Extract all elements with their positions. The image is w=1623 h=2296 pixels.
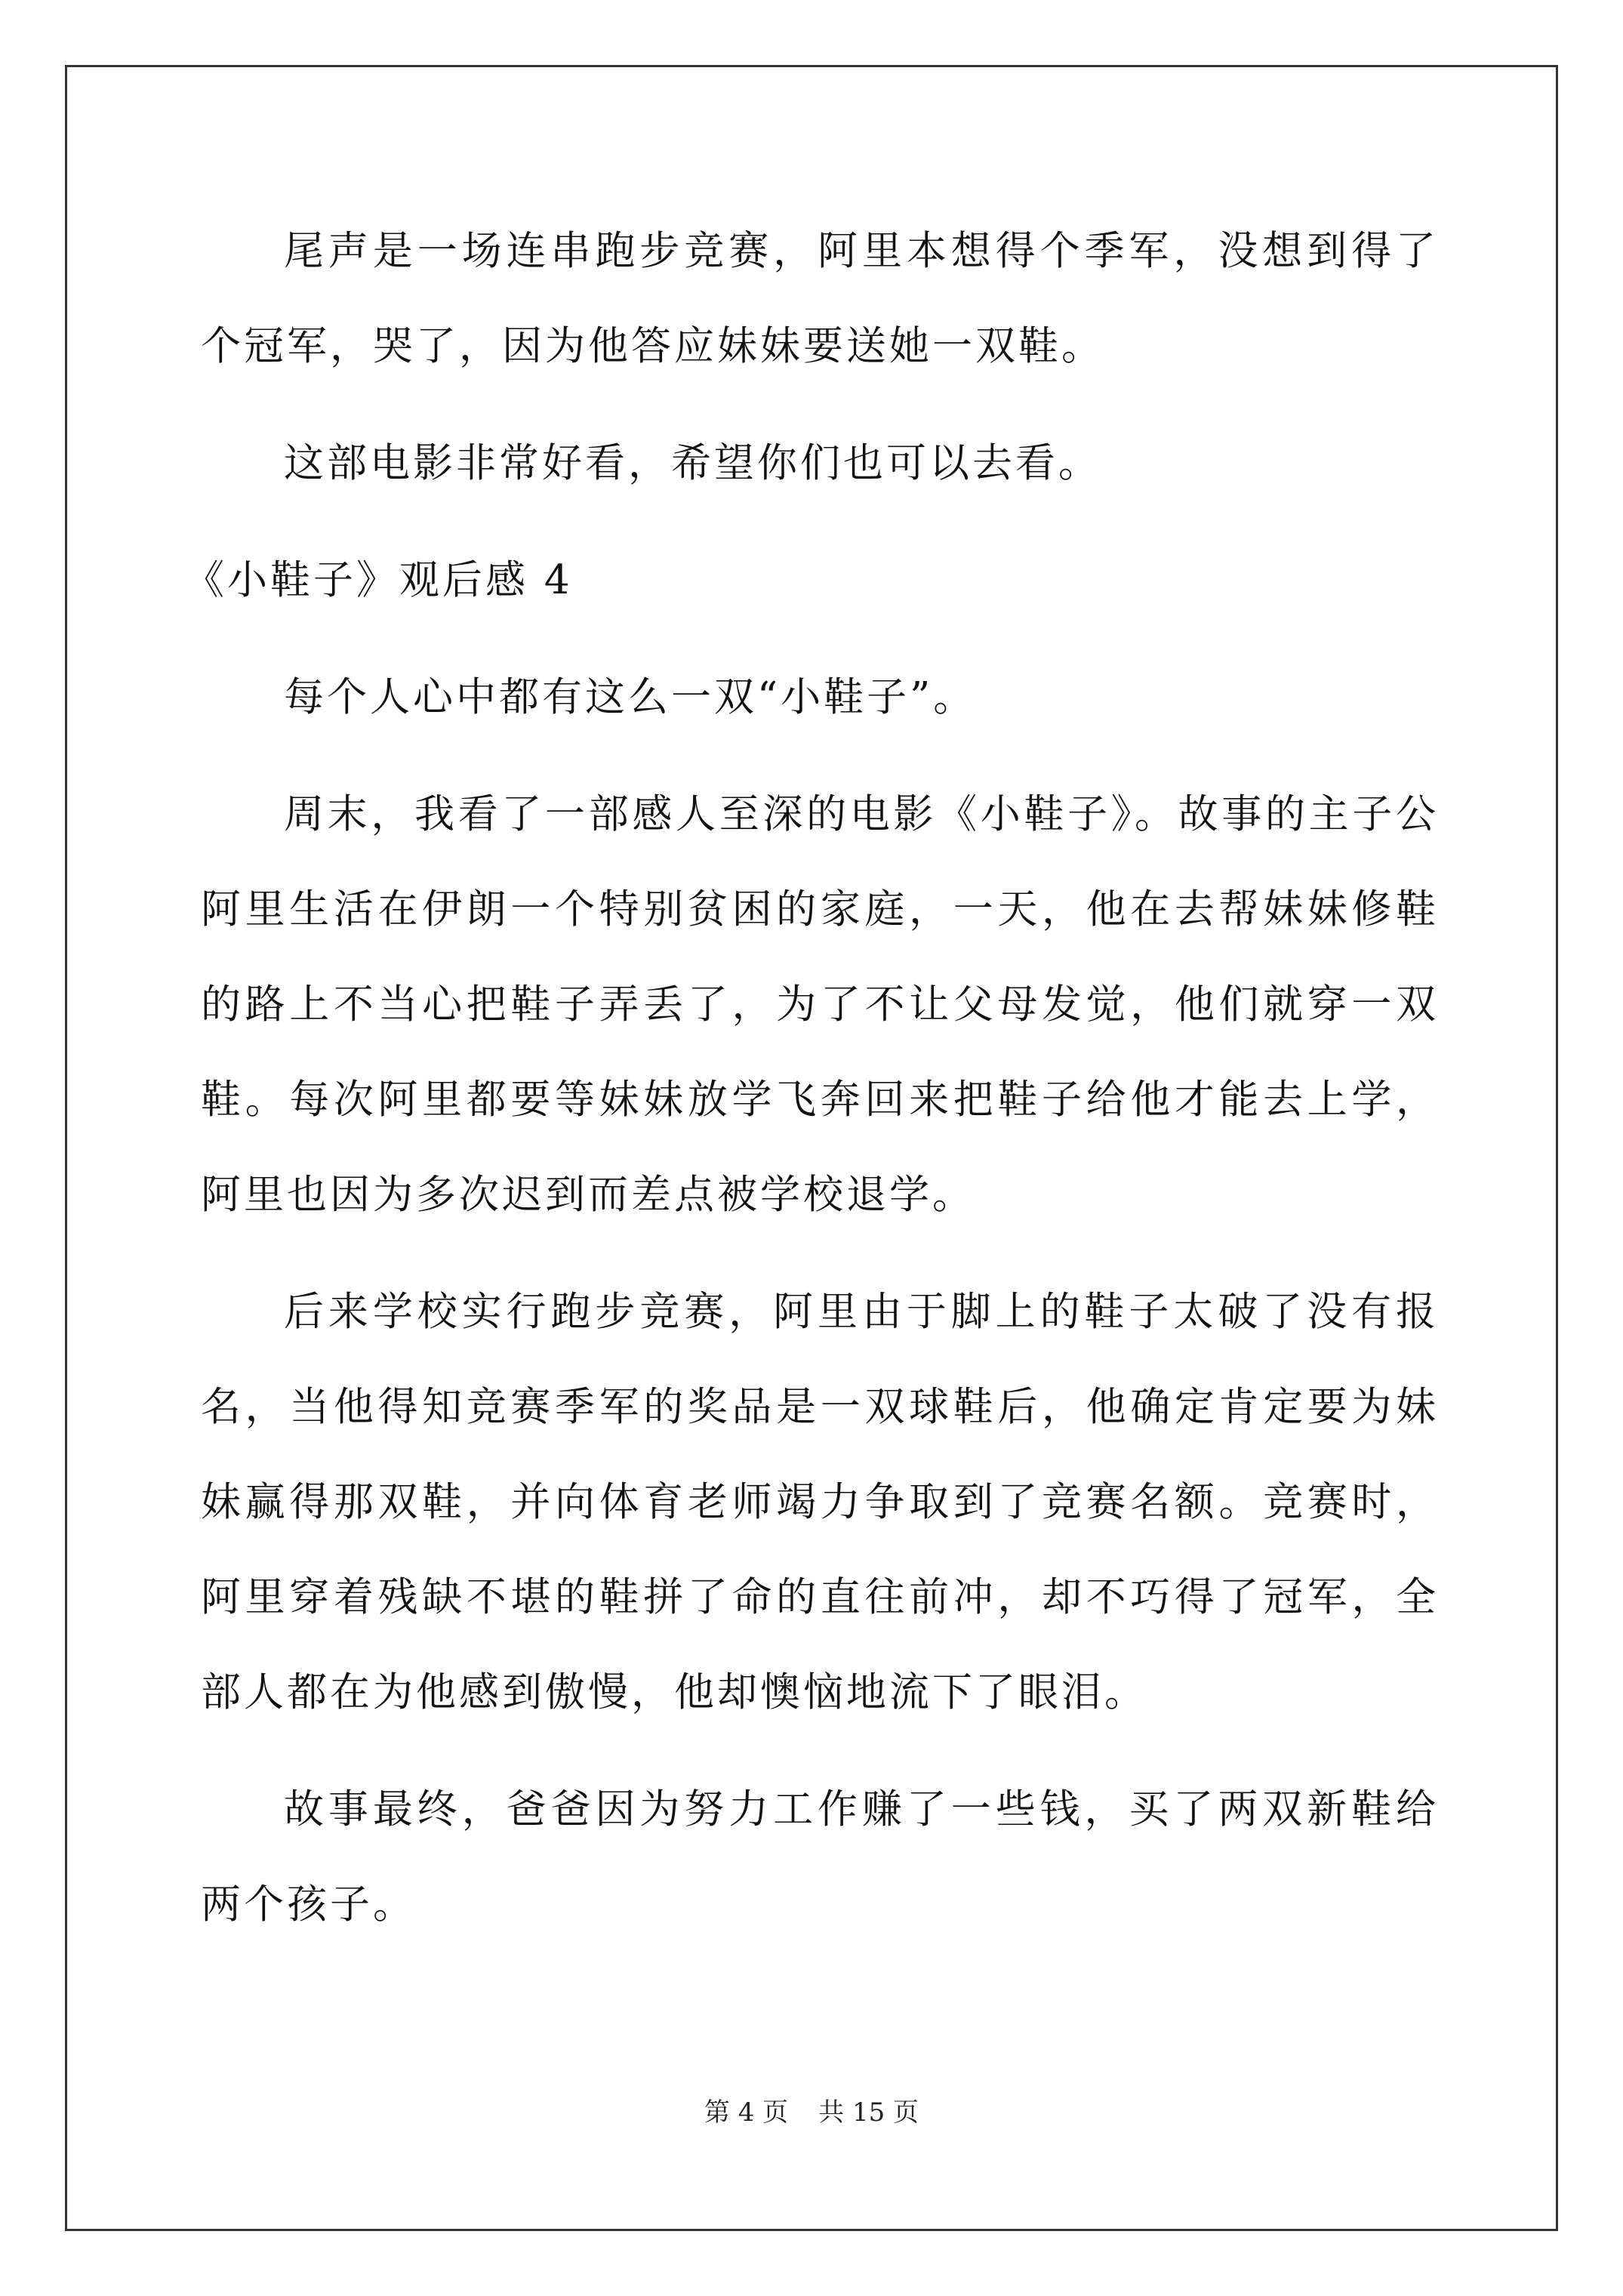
document-body [184,204,1439,1974]
paragraph: 故事最终，爸爸因为努力工作赚了一些钱，买了两双新鞋给两个孩子。 [201,1786,1439,1928]
paragraph: 后来学校实行跑步竞赛，阿里由于脚上的鞋子太破了没有报名，当他得知竞赛季军的奖品是一双球鞋后，他确定肯定要为妹妹赢得那双鞋，并向体育老师竭力争取到了竞赛名额。竞赛时，阿里穿着残缺不堪的鞋拼了命的直往前冲，却不巧得了冠军，全部人都在为他感到傲慢，他却懊恼地流下了眼泪。 [201,1289,1439,1715]
paragraph: 尾声是一场连串跑步竞赛，阿里本想得个季军，没想到得了个冠军，哭了，因为他答应妹妹要送她一双鞋。 [201,228,1439,369]
paragraph: 每个人心中都有这么一双“小鞋子”。 [284,674,977,720]
page-footer [0,2097,1623,2128]
page-total: 共 15 页 [818,2097,919,2128]
section-heading: 《小鞋子》观后感 4 [184,557,573,603]
paragraph: 周末，我看了一部感人至深的电影《小鞋子》。故事的主子公阿里生活在伊朗一个特别贫困的家庭，一天，他在去帮妹妹修鞋的路上不当心把鞋子弄丢了，为了不让父母发觉，他们就穿一双鞋。每次阿里都要等妹妹放学飞奔回来把鞋子给他才能去上学，阿里也因为多次迟到而差点被学校退学。 [201,791,1439,1218]
paragraph: 这部电影非常好看，希望你们也可以去看。 [284,440,1101,486]
page-number: 第 4 页 [704,2097,789,2128]
